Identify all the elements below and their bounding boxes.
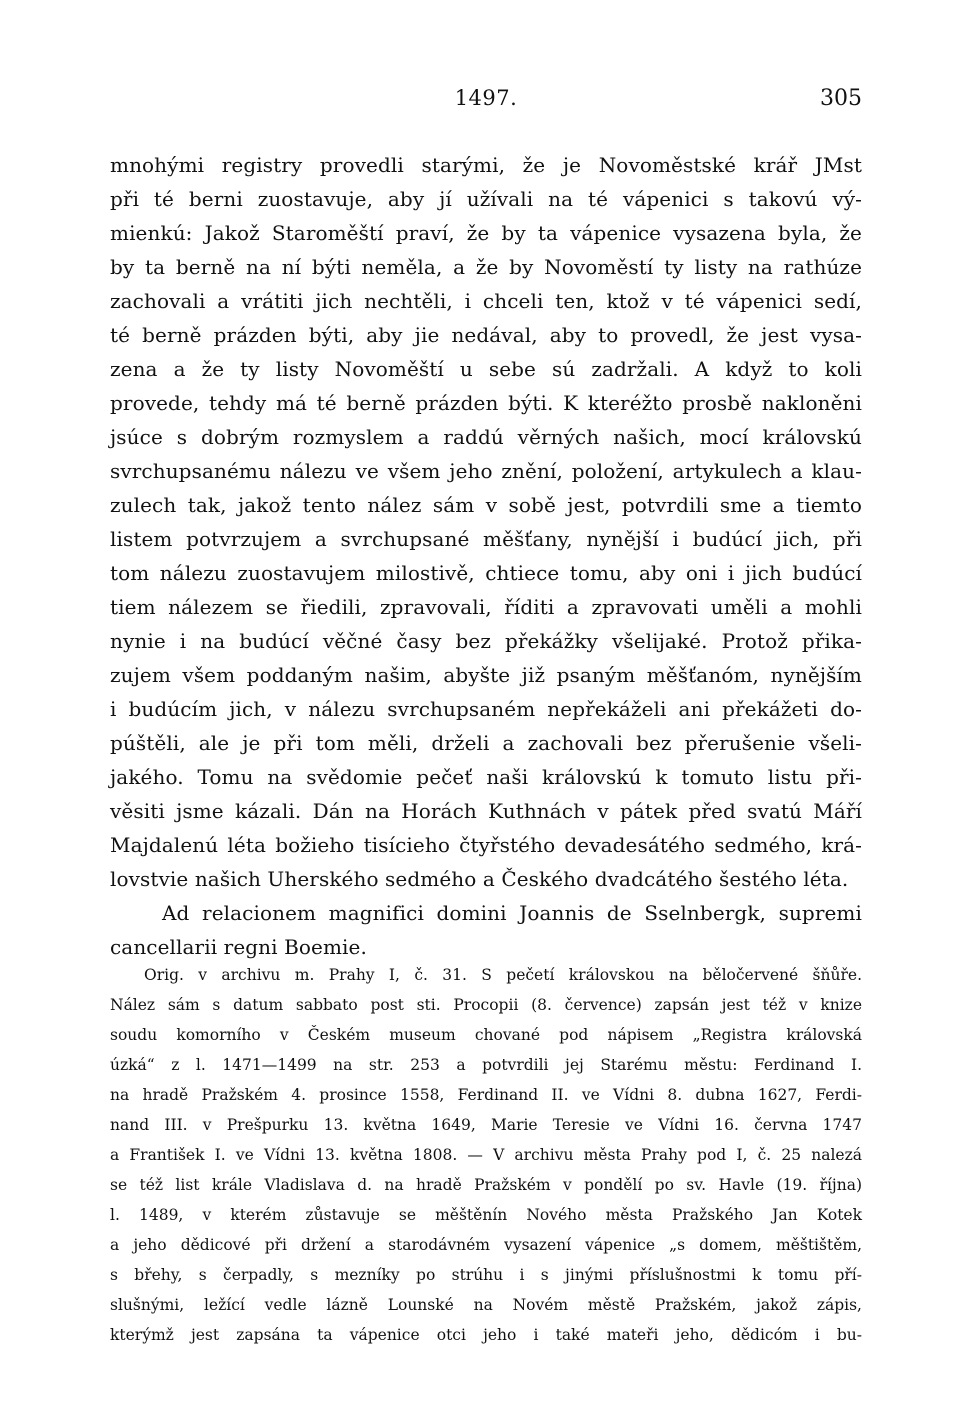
note-line: Orig. v archivu m. Prahy I, č. 31. S pečetí královskou na běločervené šňůře. [144, 966, 862, 984]
text-line: nynie i na budúcí věčné časy bez překážky všelijaké. Protož přika- [110, 629, 862, 653]
text-line: věsiti jsme kázali. Dán na Horách Kuthnách v pátek před svatú Máří [110, 799, 862, 823]
text-line: zulech tak, jakož tento nález sám v sobě jest, potvrdili sme a tiemto [110, 493, 862, 517]
text-line: tiem nálezem se řiedili, zpravovali, říditi a zpravovati uměli a mohli [110, 595, 862, 619]
text-line: tom nálezu zuostavujem milostivě, chtiece tomu, aby oni i jich budúcí [110, 561, 862, 585]
running-head [110, 86, 862, 116]
text-line: mienkú: Jakož Staroměští praví, že by ta vápenice vysazena byla, že [110, 221, 862, 245]
note-line: nand III. v Prešpurku 13. května 1649, Marie Teresie ve Vídni 16. června 1747 [110, 1116, 862, 1134]
main-text [110, 148, 862, 964]
source-notes [110, 960, 862, 1350]
note-line: na hradě Pražském 4. prosince 1558, Ferdinand II. ve Vídni 8. dubna 1627, Ferdi- [110, 1086, 862, 1104]
text-line: by ta berně na ní býti neměla, a že by Novoměstí ty listy na rathúze [110, 255, 862, 279]
text-line: zena a že ty listy Novoměští u sebe sú zadržali. A když to koli [110, 357, 862, 381]
page-number: 305 [820, 86, 862, 111]
closing-line: cancellarii regni Boemie. [110, 935, 367, 959]
text-line: jakého. Tomu na svědomie pečeť naši královskú k tomuto listu při- [110, 765, 862, 789]
running-head-year: 1497. [454, 86, 518, 110]
note-line: úzká“ z l. 1471—1499 na str. 253 a potvrdili jej Starému městu: Ferdinand I. [110, 1056, 862, 1074]
text-line: i budúcím jich, v nálezu svrchupsaném nepřekáželi ani překážeti do- [110, 697, 862, 721]
text-line: svrchupsanému nálezu ve všem jeho znění, položení, artykulech a klau- [110, 459, 862, 483]
note-line: l. 1489, v kterém zůstavuje se měštěnín Nového města Pražského Jan Kotek [110, 1206, 862, 1224]
text-line: lovstvie našich Uherského sedmého a Českého dvadcátého šestého léta. [110, 867, 849, 891]
text-line: jsúce s dobrým rozmyslem a raddú věrných našich, mocí královskú [110, 425, 862, 449]
text-line: mnohými registry provedli starými, že je Novoměstské krář JMst [110, 153, 862, 177]
text-line: zachovali a vrátiti jich nechtěli, i chceli ten, ktož v té vápenici sedí, [110, 289, 862, 313]
note-line: soudu komorního v Českém museum chované pod nápisem „Registra královská [110, 1026, 862, 1044]
text-line: Majdalenú léta božieho tisícieho čtyřstého devadesátého sedmého, krá- [110, 833, 862, 857]
note-line: Nález sám s datum sabbato post sti. Procopii (8. července) zapsán jest též v knize [110, 996, 862, 1014]
note-line: s břehy, s čerpadly, s mezníky po strúhu i s jinými příslušnostmi k tomu pří- [110, 1266, 862, 1284]
note-line: se též list krále Vladislava d. na hradě Pražském v pondělí po sv. Havle (19. října) [110, 1176, 862, 1194]
note-line: kterýmž jest zapsána ta vápenice otci jeho i také mateři jeho, dědicóm i bu- [110, 1326, 862, 1344]
text-line: listem potvrzujem a svrchupsané měšťany, nynější i budúcí jich, při [110, 527, 862, 551]
note-line: slušnými, ležící vedle lázně Lounské na Novém městě Pražském, jakož zápis, [110, 1296, 862, 1314]
text-line: při té berni zuostavuje, aby jí užívali na té vápenici s takovú vý- [110, 187, 862, 211]
text-line: púštěli, ale je při tom měli, drželi a zachovali bez přerušenie všeli- [110, 731, 862, 755]
note-line: a František I. ve Vídni 13. května 1808. — V archivu města Prahy pod I, č. 25 nalezá [110, 1146, 862, 1164]
text-line: zujem všem poddaným našim, abyšte již psaným měšťanóm, nynějším [110, 663, 862, 687]
text-line: provede, tehdy má té berně prázden býti. K kteréžto prosbě nakloněni [110, 391, 862, 415]
closing-line: Ad relacionem magnifici domini Joannis de Sselnbergk, supremi [162, 901, 862, 925]
note-line: a jeho dědicové při držení a starodávném vysazení vápenice „s domem, měštištěm, [110, 1236, 862, 1254]
text-line: té berně prázden býti, aby jie nedával, aby to provedl, že jest vysa- [110, 323, 862, 347]
